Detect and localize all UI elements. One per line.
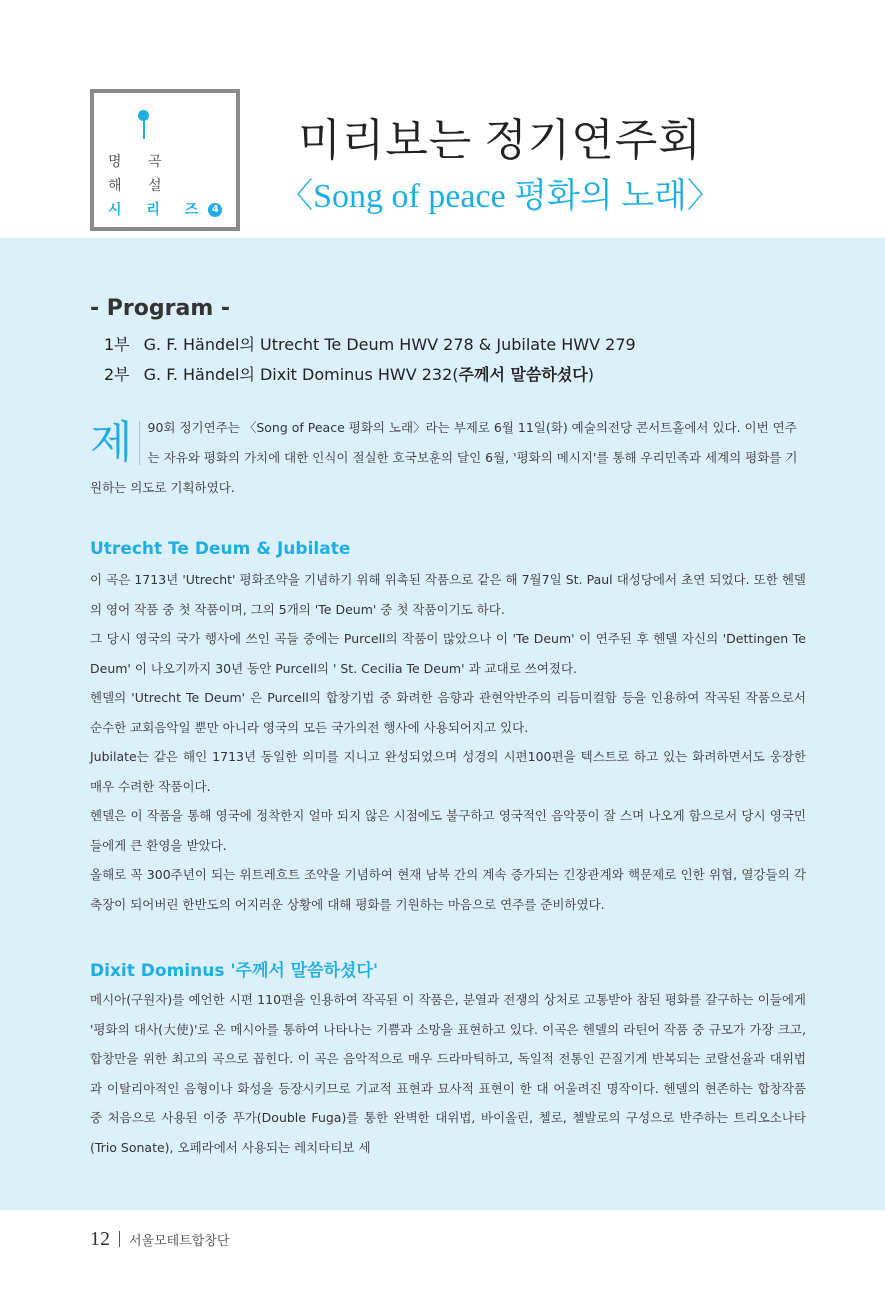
paragraph: 그 당시 영국의 국가 행사에 쓰인 곡들 중에는 Purcell의 작품이 많았으나 이 'Te Deum' 이 연주된 후 헨델 자신의 'Dettingen Te Deum' 이 나오기까지 30년 동안 Purcell의 ' St. Cecilia Te Deum' 과 교대로 쓰여졌다. [90,631,806,676]
program-item-close: ) [587,365,594,384]
program-heading: - Program - [90,296,231,321]
section-body-dixit [90,985,806,1162]
program-part-label: 2부 [104,365,130,384]
pin-line-decoration [143,121,145,139]
page-number: 12 [90,1228,110,1250]
program-item-text: G. F. Händel의 Utrecht Te Deum HWV 278 & Jubilate HWV 279 [143,335,636,354]
intro-text: 90회 정기연주는 〈Song of Peace 평화의 노래〉라는 부제로 6월 11일(화) 예술의전당 콘서트홀에서 있다. 이번 연주는 자유와 평화의 가치에 대한 인식이 절실한 호국보훈의 달인 6월, '평화의 메시지'를 통해 우리민족과 세계의 평화를 기원하는 의도로 기획하였다. [90,420,798,495]
program-part-label: 1부 [104,335,130,354]
series-label-line1: 명 곡 [108,154,173,170]
paragraph: 헨델의 'Utrecht Te Deum' 은 Purcell의 합창기법 중 화려한 음향과 관현악반주의 리듬미컬함 등을 인용하여 작곡된 작품으로서 순수한 교회음악일 뿐만 아니라 영국의 모든 국가의전 행사에 사용되어지고 있다. [90,690,806,735]
paragraph: 헨델은 이 작품을 통해 영국에 정착한지 얼마 되지 않은 시점에도 불구하고 영국적인 음악풍이 잘 스며 나오게 함으로서 당시 영국민들에게 큰 환영을 받았다. [90,808,806,853]
paragraph: 메시아(구원자)를 예언한 시편 110편을 인용하여 작곡된 이 작품은, 분열과 전쟁의 상처로 고통받아 참된 평화를 갈구하는 이들에게 '평화의 대사(大使)'로 온 메시아를 통하여 나타나는 기쁨과 소망을 표현하고 있다. 이곡은 헨델의 라틴어 작품 중 규모가 가장 크고, 합창만을 위한 최고의 곡으로 꼽힌다. 이 곡은 음악적으로 매우 드라마틱하고, 독일적 전통인 끈질기게 반복되는 코랄선율과 대위법과 이탈리아적인 음형이나 화성을 등장시키므로 기교적 표현과 묘사적 표현이 한 대 어울려진 명작이다. 헨델의 현존하는 합창작품 중 처음으로 사용된 이중 푸가(Double Fuga)를 통한 완벽한 대위법, 바이올린, 첼로, 첼발로의 구성으로 반주하는 트리오소나타(Trio Sonate), 오페라에서 사용되는 레치타티보 세 [90,992,806,1155]
intro-paragraph [90,413,806,503]
section-body-utrecht [90,565,806,919]
series-label-text: 시 리 즈 [108,202,209,218]
paragraph: Jubilate는 같은 해인 1713년 동일한 의미를 지니고 완성되었으며 성경의 시편100편을 텍스트로 하고 있는 화려하면서도 웅장한 매우 수려한 작품이다. [90,749,806,794]
footer-separator [119,1231,120,1247]
page-footer [90,1228,229,1251]
program-item-text: G. F. Händel의 Dixit Dominus HWV 232( [143,365,459,384]
program-item-bold-text: 주께서 말씀하셨다 [458,365,588,384]
publication-name: 서울모테트합창단 [129,1234,230,1249]
paragraph: 올해로 꼭 300주년이 되는 위트레흐트 조약을 기념하여 현재 남북 간의 계속 증가되는 긴장관계와 핵문제로 인한 위협, 열강들의 각축장이 되어버린 한반도의 어지러운 상황에 대해 평화를 기원하는 마음으로 연주를 준비하였다. [90,867,806,912]
page-subtitle: 〈Song of peace 평화의 노래〉 [279,178,721,215]
program-item [104,332,636,355]
pin-dot-icon [138,110,149,121]
section-heading-utrecht: Utrecht Te Deum & Jubilate [90,539,351,559]
program-item [104,362,594,385]
series-label-line3 [108,199,222,219]
section-heading-dixit: Dixit Dominus '주께서 말씀하셨다' [90,961,379,981]
series-number-badge: 4 [208,203,222,217]
series-badge-box [90,89,240,231]
drop-cap: 제 [90,421,140,465]
page-title: 미리보는 정기연주회 [298,116,702,165]
paragraph: 이 곡은 1713년 'Utrecht' 평화조약을 기념하기 위해 위촉된 작품으로 같은 해 7월7일 St. Paul 대성당에서 초연 되었다. 또한 헨델의 영어 작품 중 첫 작품이며, 그의 5개의 'Te Deum' 중 첫 작품이기도 하다. [90,572,806,617]
series-label-line2: 해 설 [108,178,173,194]
